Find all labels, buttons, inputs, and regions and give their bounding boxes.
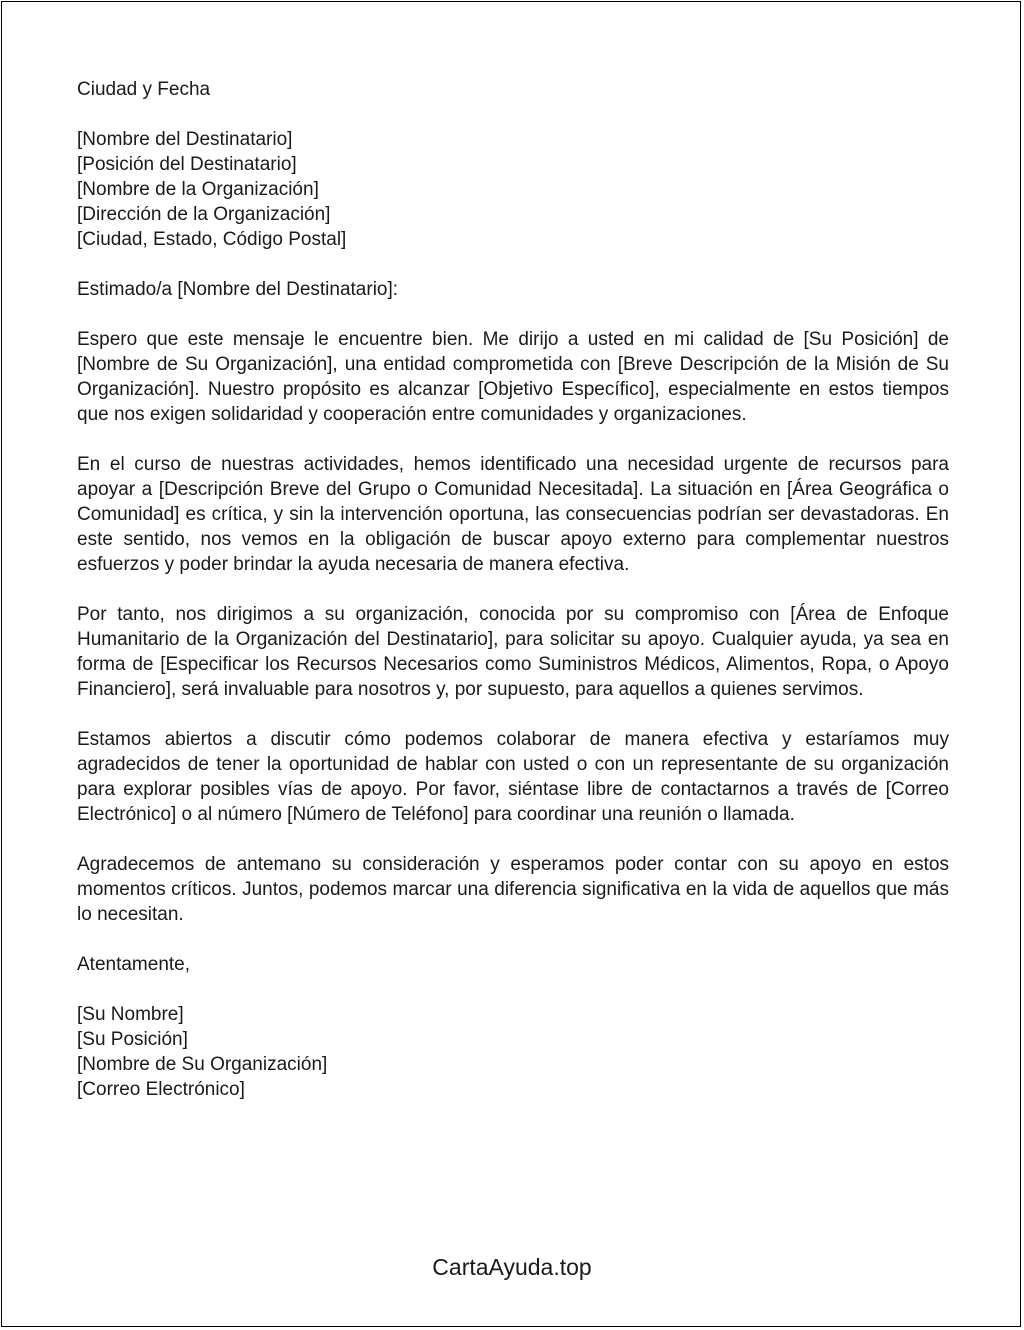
signature-email: [Correo Electrónico] — [77, 1079, 245, 1100]
signature-block — [77, 1002, 949, 1102]
paragraph-contact: Estamos abiertos a discutir cómo podemos colaborar de manera efectiva y estaríamos muy agradecidos de tener la oportunidad de hablar con usted o con un representante de su organización para explorar posibles vías de apoyo. Por favor, siéntase libre de contactarnos a través de [Correo Electrónico] o al número [Número de Teléfono] para coordinar una reunión o llamada. — [77, 729, 949, 825]
recipient-name: [Nombre del Destinatario] — [77, 129, 293, 150]
date-line — [77, 77, 949, 102]
footer-site-name: CartaAyuda.top — [432, 1254, 592, 1280]
recipient-address: [Dirección de la Organización] — [77, 204, 331, 225]
letter-page — [1, 1, 1021, 1327]
letter-body — [77, 77, 949, 1127]
salutation-text: Estimado/a [Nombre del Destinatario]: — [77, 279, 399, 300]
closing — [77, 952, 949, 977]
recipient-block — [77, 127, 949, 252]
recipient-city: [Ciudad, Estado, Código Postal] — [77, 229, 347, 250]
closing-text: Atentamente, — [77, 954, 191, 975]
recipient-organization: [Nombre de la Organización] — [77, 179, 319, 200]
salutation — [77, 277, 949, 302]
paragraph-need: En el curso de nuestras actividades, hemos identificado una necesidad urgente de recursos para apoyar a [Descripción Breve del Grupo o Comunidad Necesitada]. La situación en [Área Geográfica o Comunidad] es crítica, y sin la intervención oportuna, las consecuencias podrían ser devastadoras. En este sentido, nos vemos en la obligación de buscar apoyo externo para complementar nuestros esfuerzos y poder brindar la ayuda necesaria de manera efectiva. — [77, 454, 949, 575]
signature-name: [Su Nombre] — [77, 1004, 184, 1025]
recipient-position: [Posición del Destinatario] — [77, 154, 297, 175]
paragraph-introduction: Espero que este mensaje le encuentre bien. Me dirijo a usted en mi calidad de [Su Posición] de [Nombre de Su Organización], una entidad comprometida con [Breve Descripción de la Misión de Su Organización]. Nuestro propósito es alcanzar [Objetivo Específico], especialmente en estos tiempos que nos exigen solidaridad y cooperación entre comunidades y organizaciones. — [77, 329, 949, 425]
date-text: Ciudad y Fecha — [77, 79, 211, 100]
paragraph-request: Por tanto, nos dirigimos a su organización, conocida por su compromiso con [Área de Enfoque Humanitario de la Organización del Destinatario], para solicitar su apoyo. Cualquier ayuda, ya sea en forma de [Especificar los Recursos Necesarios como Suministros Médicos, Alimentos, Ropa, o Apoyo Financiero], será invaluable para nosotros y, por supuesto, para aquellos a quienes servimos. — [77, 604, 949, 700]
signature-position: [Su Posición] — [77, 1029, 188, 1050]
paragraph-thanks: Agradecemos de antemano su consideración y esperamos poder contar con su apoyo en estos momentos críticos. Juntos, podemos marcar una diferencia significativa en la vida de aquellos que más lo necesitan. — [77, 854, 949, 925]
signature-organization: [Nombre de Su Organización] — [77, 1054, 328, 1075]
